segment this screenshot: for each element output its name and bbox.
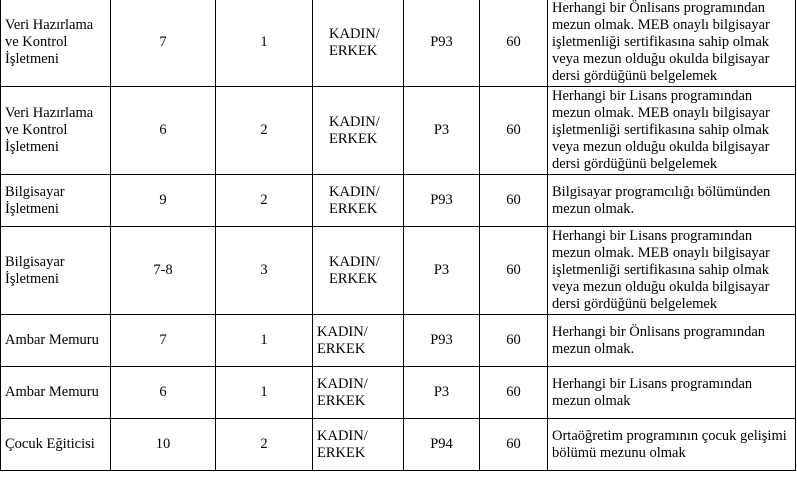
count-cell: 2 bbox=[216, 175, 313, 227]
table-row bbox=[1, 315, 796, 367]
gender-cell: KADIN/ ERKEK bbox=[313, 0, 404, 87]
score-type-cell: P3 bbox=[404, 87, 480, 175]
gender-cell: KADIN/ ERKEK bbox=[313, 227, 404, 315]
score-type-cell: P3 bbox=[404, 227, 480, 315]
requirement-cell: Bilgisayar programcılığı bölümünden mezun olmak. bbox=[548, 175, 796, 227]
score-cell: 60 bbox=[480, 419, 548, 471]
grade-cell: 7 bbox=[111, 315, 216, 367]
table-row bbox=[1, 367, 796, 419]
count-cell: 2 bbox=[216, 87, 313, 175]
score-cell: 60 bbox=[480, 227, 548, 315]
gender-cell: KADIN/ ERKEK bbox=[313, 367, 404, 419]
gender-cell: KADIN/ ERKEK bbox=[313, 175, 404, 227]
table-row bbox=[1, 175, 796, 227]
gender-cell: KADIN/ ERKEK bbox=[313, 419, 404, 471]
score-type-cell: P93 bbox=[404, 315, 480, 367]
table-row bbox=[1, 87, 796, 175]
gender-cell: KADIN/ ERKEK bbox=[313, 87, 404, 175]
grade-cell: 10 bbox=[111, 419, 216, 471]
requirement-cell: Herhangi bir Önlisans programından mezun olmak. MEB onaylı bilgisayar işletmenliği sertifikasına sahip olmak veya mezun olduğu okulda bilgisayar dersi gördüğünü belgelemek bbox=[548, 0, 796, 87]
score-type-cell: P93 bbox=[404, 0, 480, 87]
grade-cell: 9 bbox=[111, 175, 216, 227]
grade-cell: 6 bbox=[111, 367, 216, 419]
position-title-cell: Ambar Memuru bbox=[1, 315, 111, 367]
count-cell: 1 bbox=[216, 367, 313, 419]
position-title-cell: Veri Hazırlama ve Kontrol İşletmeni bbox=[1, 0, 111, 87]
position-title-cell: Ambar Memuru bbox=[1, 367, 111, 419]
score-type-cell: P93 bbox=[404, 175, 480, 227]
count-cell: 2 bbox=[216, 419, 313, 471]
requirement-cell: Herhangi bir Lisans programından mezun olmak. MEB onaylı bilgisayar işletmenliği sertifikasına sahip olmak veya mezun olduğu okulda bilgisayar dersi gördüğünü belgelemek bbox=[548, 227, 796, 315]
score-cell: 60 bbox=[480, 87, 548, 175]
requirement-cell: Herhangi bir Lisans programından mezun olmak. MEB onaylı bilgisayar işletmenliği sertifikasına sahip olmak veya mezun olduğu okulda bilgisayar dersi gördüğünü belgelemek bbox=[548, 87, 796, 175]
table-row bbox=[1, 419, 796, 471]
requirement-cell: Herhangi bir Önlisans programından mezun olmak. bbox=[548, 315, 796, 367]
requirement-cell: Ortaöğretim programının çocuk gelişimi bölümü mezunu olmak bbox=[548, 419, 796, 471]
grade-cell: 7 bbox=[111, 0, 216, 87]
score-cell: 60 bbox=[480, 175, 548, 227]
table-row bbox=[1, 0, 796, 87]
count-cell: 3 bbox=[216, 227, 313, 315]
score-cell: 60 bbox=[480, 0, 548, 87]
position-title-cell: Veri Hazırlama ve Kontrol İşletmeni bbox=[1, 87, 111, 175]
gender-cell: KADIN/ ERKEK bbox=[313, 315, 404, 367]
score-cell: 60 bbox=[480, 367, 548, 419]
position-title-cell: Çocuk Eğiticisi bbox=[1, 419, 111, 471]
position-title-cell: Bilgisayar İşletmeni bbox=[1, 227, 111, 315]
position-title-cell: Bilgisayar İşletmeni bbox=[1, 175, 111, 227]
count-cell: 1 bbox=[216, 315, 313, 367]
score-type-cell: P94 bbox=[404, 419, 480, 471]
score-type-cell: P3 bbox=[404, 367, 480, 419]
requirement-cell: Herhangi bir Lisans programından mezun olmak bbox=[548, 367, 796, 419]
table-row bbox=[1, 227, 796, 315]
grade-cell: 6 bbox=[111, 87, 216, 175]
grade-cell: 7-8 bbox=[111, 227, 216, 315]
score-cell: 60 bbox=[480, 315, 548, 367]
count-cell: 1 bbox=[216, 0, 313, 87]
